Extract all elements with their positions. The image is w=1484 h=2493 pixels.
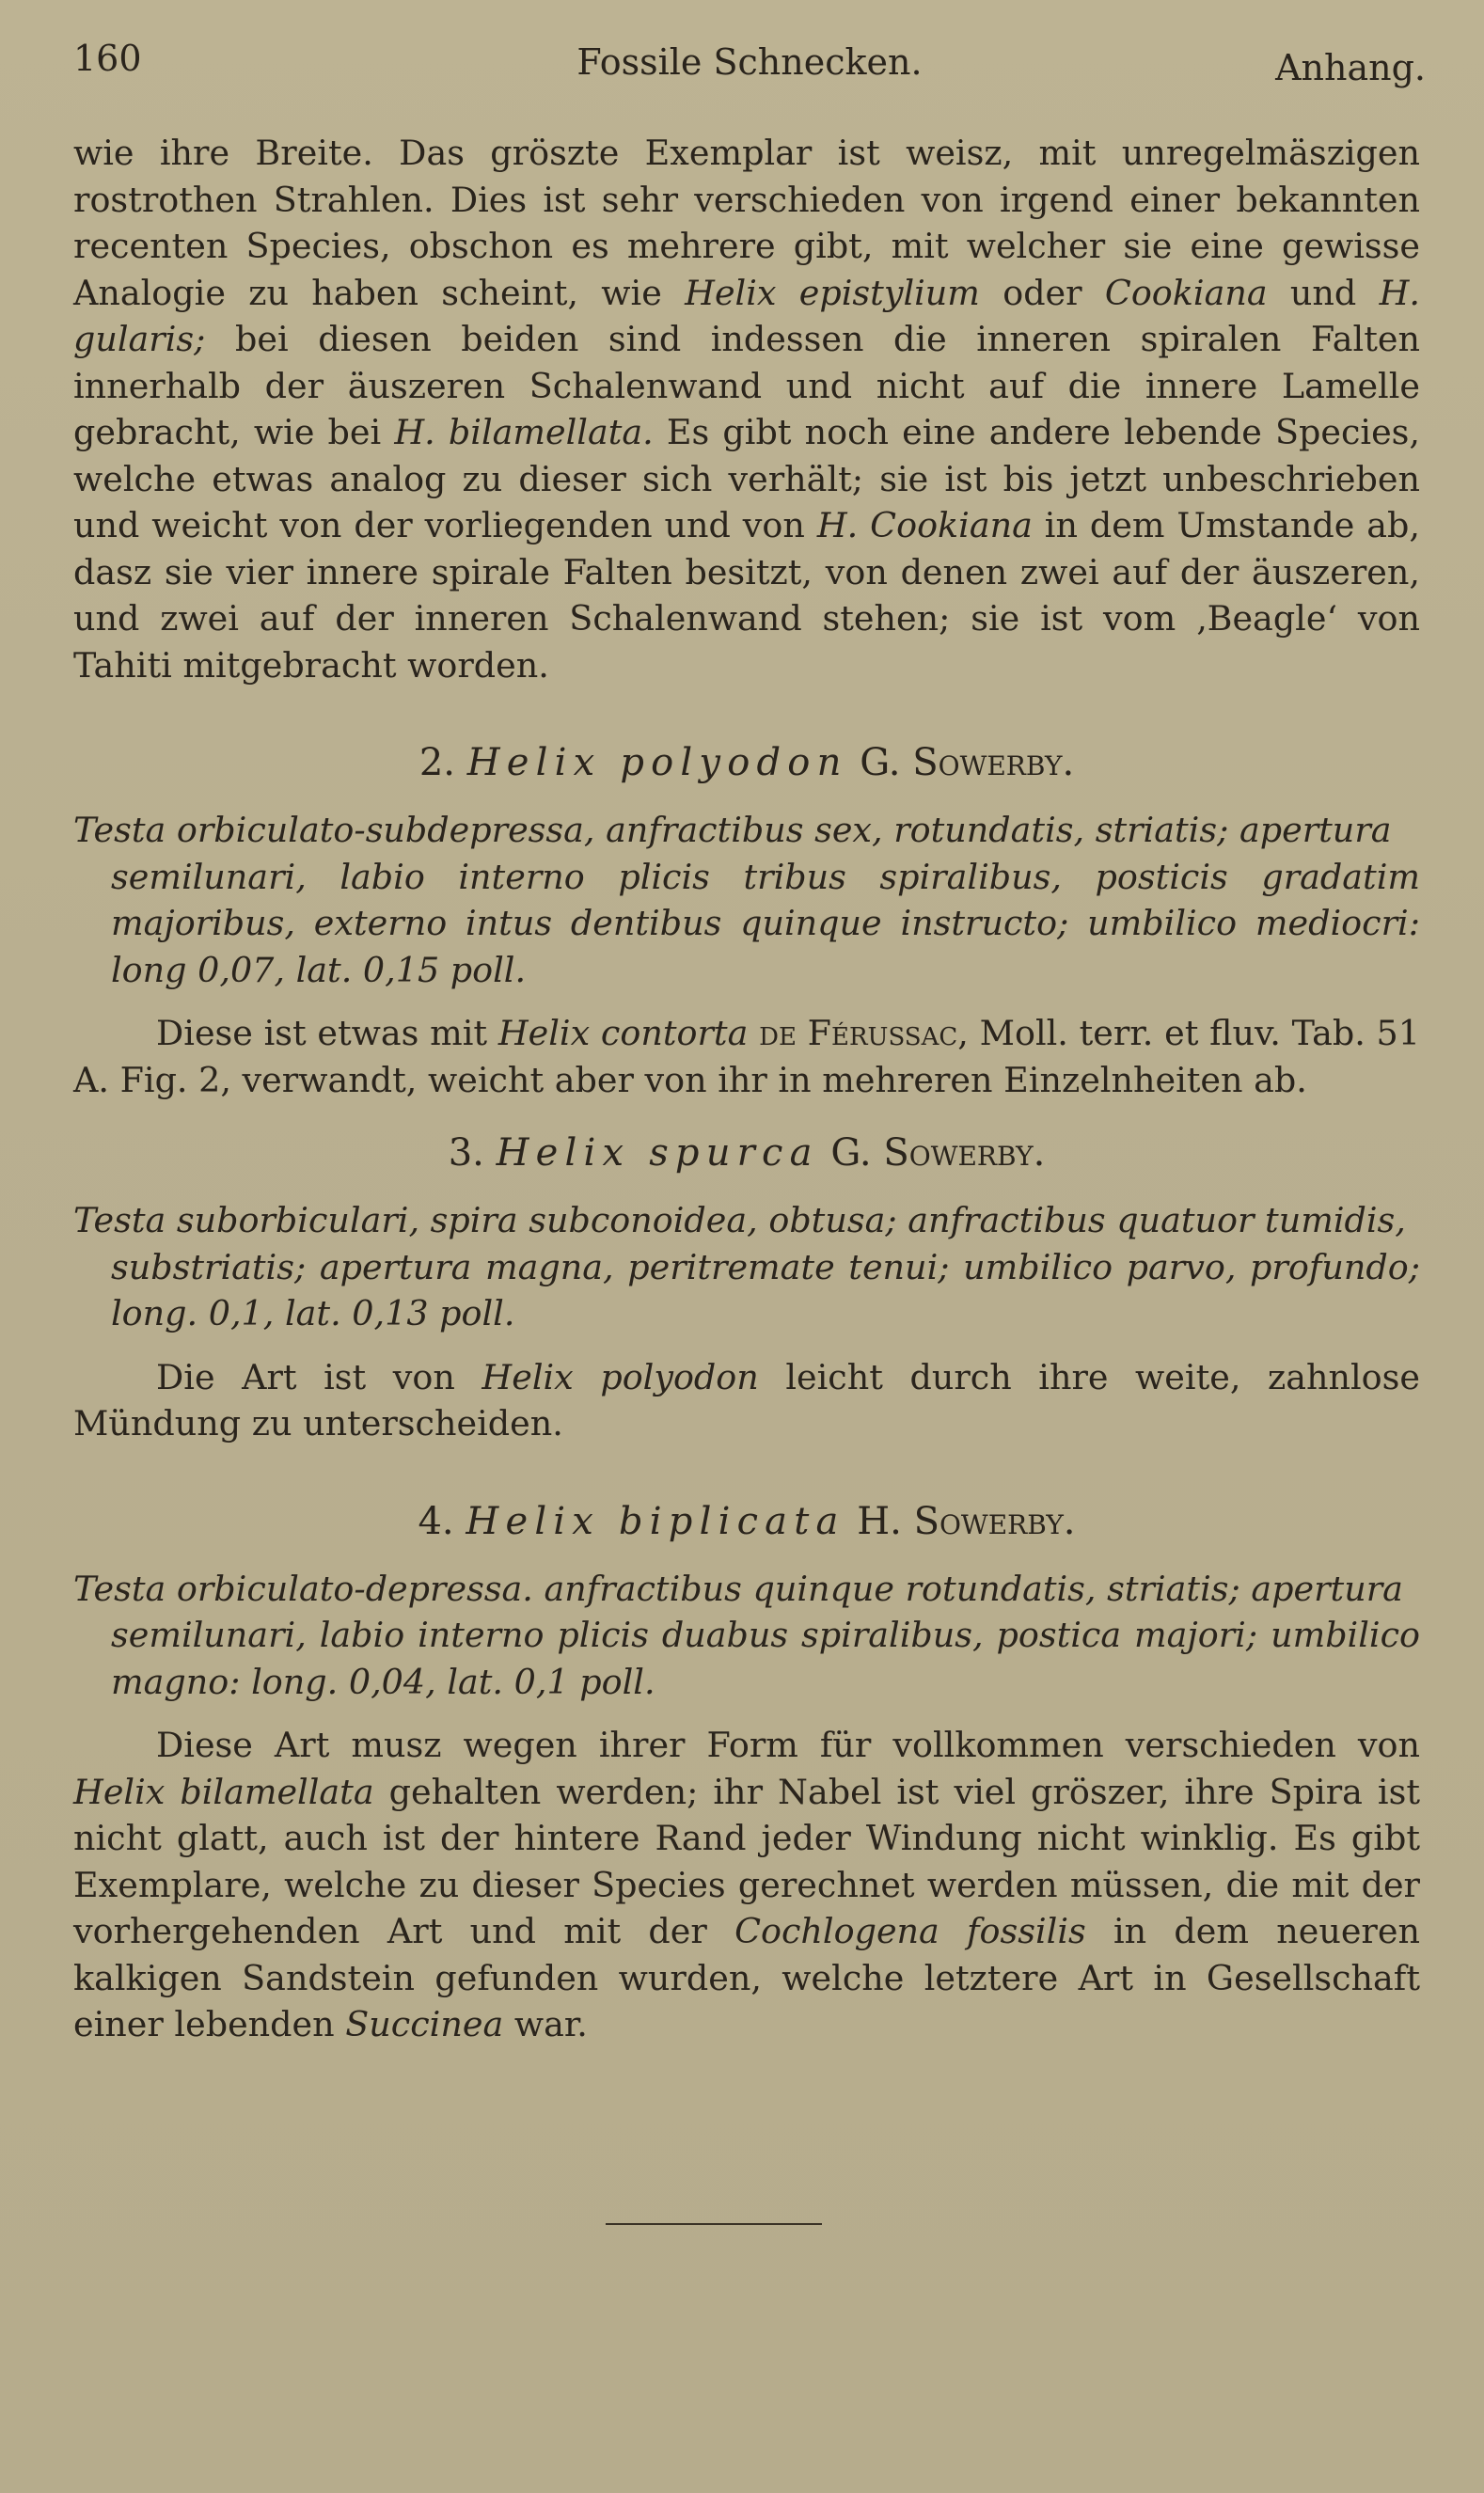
remark-paragraph-polyodon: Diese ist etwas mit Helix contorta de Férussac, Moll. terr. et fluv. Tab. 51 A. Fig. 2, verwandt, weicht aber von ihr in mehreren Einzelnheiten ab. — [73, 1013, 1420, 1100]
latin-diagnosis-biplicata: Testa orbiculato-depressa. anfractibus quinque rotundatis, striatis; apertura semilunari, labio interno plicis duabus spiralibus, postica majori; umbilico magno: long. 0,04, lat. 0,1 poll. — [73, 1568, 1420, 1702]
intro-paragraph: wie ihre Breite. Das gröszte Exemplar ist weisz, mit unregelmäszigen rostrothen Strahlen. Dies ist sehr verschieden von irgend einer bekannten recenten Species, obschon es mehrere gibt, mit welcher sie eine gewisse Analogie zu haben scheint, wie Helix epistylium oder Cookiana und H. gularis; bei diesen beiden sind indessen die inneren spiralen Falten innerhalb der äuszeren Schalenwand und nicht auf die innere Lamelle gebracht, wie bei H. bilamellata. Es gibt noch eine andere lebende Species, welche etwas analog zu dieser sich verhält; sie ist bis jetzt unbeschrieben und weicht von der vorliegenden und von H. Cookiana in dem Umstande ab, dasz sie vier innere spirale Falten besitzt, von denen zwei auf der äuszeren, und zwei auf der inneren Schalenwand stehen; sie ist vom ‚Beagle‘ von Tahiti mitgebracht worden. — [73, 133, 1421, 686]
species-name: Helix biplicata — [466, 1499, 845, 1543]
species-author: H. Sowerby. — [857, 1499, 1076, 1543]
species-name: Helix polyodon — [466, 741, 848, 784]
remark-paragraph-biplicata: Diese Art musz wegen ihrer Form für vollkommen verschieden von Helix bilamellata gehalten werden; ihr Nabel ist viel gröszer, ihre Spira ist nicht glatt, auch ist der hintere Rand jeder Windung nicht winklig. Es gibt Exemplare, welche zu dieser Species gerechnet werden müssen, die mit der vorhergehenden Art und mit der Cochlogena fossilis in dem neueren kalkigen Sandstein gefunden wurden, welche letztere Art in Gesellschaft einer lebenden Succinea war. — [73, 1725, 1421, 2044]
species-author: G. Sowerby. — [830, 1131, 1046, 1175]
page-body — [73, 130, 1420, 2048]
section-title: Anhang. — [1275, 47, 1426, 88]
species-name: Helix spurca — [496, 1131, 819, 1175]
species-heading-biplicata: 4. Helix biplicata H. Sowerby. — [418, 1499, 1076, 1543]
latin-diagnosis-spurca: Testa suborbiculari, spira subconoidea, obtusa; anfractibus quatuor tumidis, substriatis; apertura magna, peritremate tenui; umbilico parvo, profundo; long. 0,1, lat. 0,13 poll. — [73, 1200, 1420, 1333]
end-rule — [606, 2223, 822, 2225]
latin-diagnosis-polyodon: Testa orbiculato-subdepressa, anfractibus sex, rotundatis, striatis; apertura semilunari, labio interno plicis tribus spiralibus, posticis gradatim majoribus, externo intus dentibus quinque instructo; umbilico mediocri: long 0,07, lat. 0,15 poll. — [73, 810, 1420, 990]
running-header — [73, 38, 1426, 94]
page-number: 160 — [73, 38, 142, 79]
remark-paragraph-spurca: Die Art ist von Helix polyodon leicht durch ihre weite, zahnlose Mündung zu unterscheiden. — [73, 1356, 1420, 1444]
running-title: Fossile Schnecken. — [576, 41, 923, 83]
species-heading-spurca: 3. Helix spurca G. Sowerby. — [448, 1131, 1046, 1175]
species-author: G. Sowerby. — [860, 741, 1075, 784]
species-heading-polyodon: 2. Helix polyodon G. Sowerby. — [418, 741, 1075, 784]
